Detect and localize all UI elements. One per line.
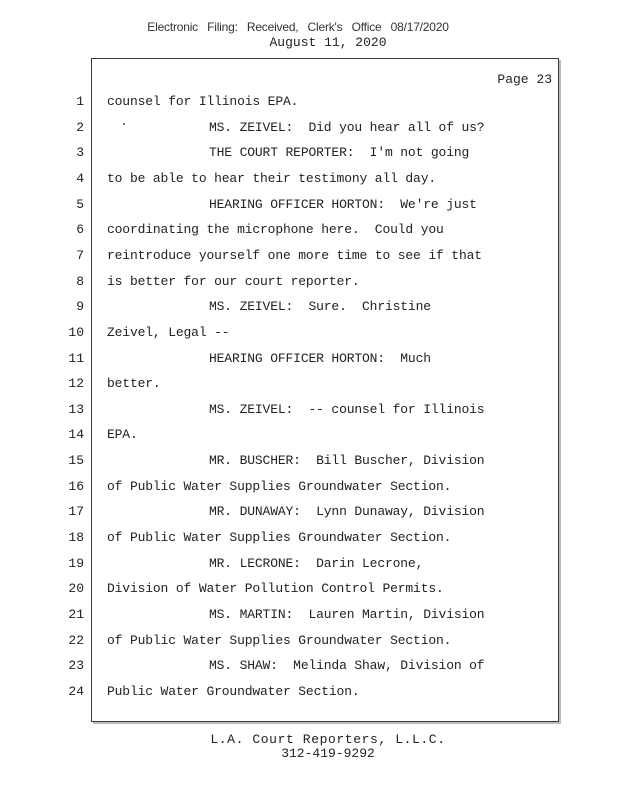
line-number: 20 xyxy=(68,581,84,597)
line-text: to be able to hear their testimony all day. xyxy=(107,170,437,186)
transcript-line xyxy=(0,579,560,599)
line-text: MS. SHAW: Melinda Shaw, Division of xyxy=(209,658,485,674)
transcript-line xyxy=(0,528,560,548)
line-number: 12 xyxy=(68,376,84,392)
transcript-line xyxy=(0,220,560,240)
line-number: 7 xyxy=(76,247,84,263)
transcript-line xyxy=(0,272,560,292)
line-number: 24 xyxy=(68,683,84,699)
transcript-line xyxy=(0,374,560,394)
line-text: is better for our court reporter. xyxy=(107,273,360,289)
line-number: 23 xyxy=(68,658,84,674)
transcript-line xyxy=(0,169,560,189)
line-number: 11 xyxy=(68,350,84,366)
transcript-line xyxy=(0,605,560,625)
footer-phone: 312-419-9292 xyxy=(281,746,375,761)
transcript-line xyxy=(0,349,560,369)
line-text: reintroduce yourself one more time to see if that xyxy=(107,247,482,263)
transcript-line xyxy=(0,400,560,420)
line-number: 13 xyxy=(68,401,84,417)
line-number: 22 xyxy=(68,632,84,648)
line-number: 2 xyxy=(76,119,84,135)
line-text: counsel for Illinois EPA. xyxy=(107,94,299,109)
transcript-line xyxy=(0,554,560,574)
transcript-line xyxy=(0,143,560,163)
line-number: 5 xyxy=(76,196,84,212)
line-number: 17 xyxy=(68,504,84,520)
transcript-line xyxy=(0,682,560,702)
transcript-line xyxy=(0,631,560,651)
line-text: MS. ZEIVEL: Did you hear all of us? xyxy=(209,119,485,135)
hearing-date: August 11, 2020 xyxy=(269,35,387,50)
line-number: 21 xyxy=(68,607,84,622)
line-text: MR. LECRONE: Darin Lecrone, xyxy=(209,555,424,571)
line-text: MR. BUSCHER: Bill Buscher, Division xyxy=(209,453,485,469)
line-text: Division of Water Pollution Control Permits. xyxy=(107,581,444,597)
line-text: THE COURT REPORTER: I'm not going xyxy=(209,145,470,161)
line-text: HEARING OFFICER HORTON: We're just xyxy=(209,196,477,212)
transcript-line xyxy=(0,502,560,522)
filing-stamp: Electronic Filing: Received, Clerk's Office 08/17/2020 xyxy=(147,20,449,34)
transcript-line xyxy=(0,323,560,343)
line-number: 8 xyxy=(76,273,84,289)
transcript-line xyxy=(0,451,560,471)
line-text: Public Water Groundwater Section. xyxy=(107,683,360,699)
line-number: 4 xyxy=(76,170,84,186)
line-number: 10 xyxy=(68,324,84,340)
line-text: HEARING OFFICER HORTON: Much xyxy=(209,350,431,366)
line-number: 14 xyxy=(68,427,84,443)
transcript-line xyxy=(0,425,560,445)
line-text: MS. ZEIVEL: -- counsel for Illinois xyxy=(209,401,485,417)
transcript-line xyxy=(0,477,560,497)
line-text: MS. MARTIN: Lauren Martin, Division xyxy=(209,607,485,622)
line-text: Zeivel, Legal -- xyxy=(107,324,230,340)
line-number: 15 xyxy=(68,453,84,469)
line-text: of Public Water Supplies Groundwater Section. xyxy=(107,530,452,546)
line-number: 6 xyxy=(76,222,84,238)
page-number: Page 23 xyxy=(497,72,552,87)
line-text: MR. DUNAWAY: Lynn Dunaway, Division xyxy=(209,504,485,520)
line-text: of Public Water Supplies Groundwater Section. xyxy=(107,478,452,494)
transcript-line xyxy=(0,92,560,112)
line-number: 16 xyxy=(68,478,84,494)
line-number: 1 xyxy=(76,94,84,109)
line-text: of Public Water Supplies Groundwater Section. xyxy=(107,632,452,648)
line-number: 19 xyxy=(68,555,84,571)
transcript-line xyxy=(0,246,560,266)
line-number: 9 xyxy=(76,299,84,315)
transcript-line xyxy=(0,118,560,138)
line-text: MS. ZEIVEL: Sure. Christine xyxy=(209,299,431,315)
line-text: EPA. xyxy=(107,427,138,443)
transcript-line xyxy=(0,195,560,215)
line-number: 3 xyxy=(76,145,84,161)
line-text: better. xyxy=(107,376,161,392)
line-number: 18 xyxy=(68,530,84,546)
transcript-line xyxy=(0,656,560,676)
transcript-line xyxy=(0,297,560,317)
line-text: coordinating the microphone here. Could you xyxy=(107,222,444,238)
footer-company: L.A. Court Reporters, L.L.C. xyxy=(210,732,446,747)
